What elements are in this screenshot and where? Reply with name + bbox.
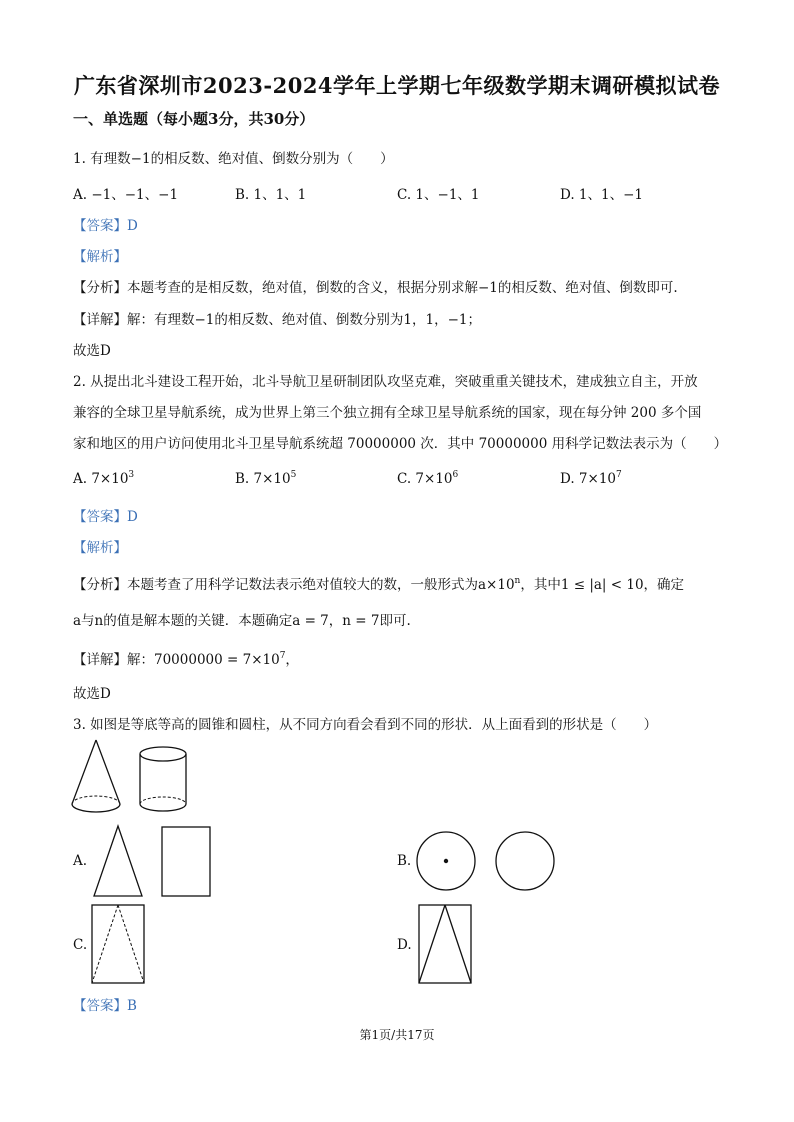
q3-answer: 【答案】B xyxy=(73,998,137,1014)
q2-option-c: C. $7\times 10^6$ xyxy=(397,470,459,487)
page-title: 广东省深圳市2023-2024学年上学期七年级数学期末调研模拟试卷 xyxy=(73,73,721,98)
q2-analysis-line1: 【分析】本题考查了用科学记数法表示绝对值较大的数，一般形式为$a\times 10^n$，其中1 ≤ |a| < 10，确定 xyxy=(73,576,685,593)
q1-answer: 【答案】D xyxy=(73,218,138,234)
q2-option-d: D. $7\times 10^7$ xyxy=(560,470,622,487)
q1-stem: 1. 有理数−1的相反数、绝对值、倒数分别为（ ） xyxy=(73,151,394,167)
q3-option-d-label: D. xyxy=(397,937,412,953)
q2-stem-line3: 家和地区的用户访问使用北斗卫星导航系统超 70000000 次．其中 70000000 用科学记数法表示为（ ） xyxy=(73,436,728,452)
q3-option-d-figure xyxy=(417,903,473,985)
q1-option-b: B. 1、1、1 xyxy=(235,187,307,203)
section-heading: 一、单选题（每小题3分，共30分） xyxy=(73,110,315,128)
q1-option-a: A. −1、−1、−1 xyxy=(73,187,179,203)
q3-option-b-label: B. xyxy=(397,853,412,869)
q1-detail: 【详解】解：有理数−1的相反数、绝对值、倒数分别为1，1，−1； xyxy=(73,312,481,328)
q2-analysis-line2: a与n的值是解本题的关键．本题确定a = 7，n = 7即可. xyxy=(73,613,411,629)
q3-option-b-figure xyxy=(415,830,560,892)
q1-analysis: 【分析】本题考查的是相反数，绝对值，倒数的含义，根据分别求解−1的相反数、绝对值、倒数即可. xyxy=(73,280,678,296)
q2-jiexi: 【解析】 xyxy=(73,540,127,556)
q3-option-a-label: A. xyxy=(73,853,88,869)
cone-cylinder-figure xyxy=(68,738,198,822)
q2-stem-line1: 2. 从提出北斗建设工程开始，北斗导航卫星研制团队攻坚克难，突破重重关键技术，建成独立自主，开放 xyxy=(73,374,698,390)
page-footer: 第1页/共17页 xyxy=(359,1028,435,1042)
q3-option-a-figure xyxy=(90,824,215,900)
q3-option-c-label: C. xyxy=(73,937,88,953)
q3-option-c-figure xyxy=(90,903,146,985)
q1-option-d: D. 1、1、−1 xyxy=(560,187,644,203)
q2-option-b: B. $7\times 10^5$ xyxy=(235,470,297,487)
q2-answer: 【答案】D xyxy=(73,509,138,525)
q2-detail: 【详解】解：$70000000 = 7\times 10^7$， xyxy=(73,651,299,668)
q2-conclusion: 故选D xyxy=(73,686,111,702)
q3-stem: 3. 如图是等底等高的圆锥和圆柱，从不同方向看会看到不同的形状．从上面看到的形状是（ ） xyxy=(73,717,658,733)
q1-jiexi: 【解析】 xyxy=(73,249,127,265)
q2-option-a: A. $7\times 10^3$ xyxy=(73,470,135,487)
q1-option-c: C. 1、−1、1 xyxy=(397,187,480,203)
q1-conclusion: 故选D xyxy=(73,343,111,359)
q2-stem-line2: 兼容的全球卫星导航系统，成为世界上第三个独立拥有全球卫星导航系统的国家，现在每分钟 200 多个国 xyxy=(73,405,702,421)
